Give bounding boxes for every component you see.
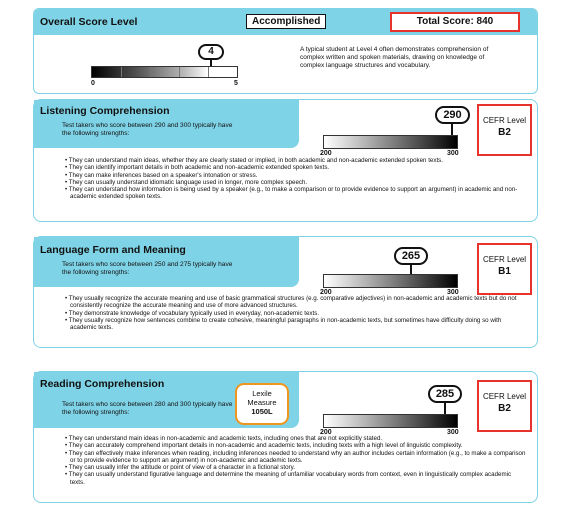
overall-description: A typical student at Level 4 often demonstrates comprehension of complex written and spoken materials, drawing on knowledge of complex language structures and vocabulary.: [300, 46, 489, 69]
score-pointer: [410, 265, 412, 274]
section-intro: Test takers who score between 290 and 300 typically have the following strengths:: [62, 122, 233, 137]
score-bubble: 290: [435, 106, 470, 124]
section-title: Reading Comprehension: [40, 378, 165, 390]
overall-title: Overall Score Level: [40, 16, 138, 28]
section-reading: [33, 371, 538, 503]
cefr-box: [477, 104, 532, 156]
list-item: • They can accurately comprehend important details in non-academic and academic texts, including texts with a high level of linguistic complexity.: [64, 442, 526, 449]
cefr-label: CEFR Level: [482, 116, 527, 125]
scale-min: 200: [320, 429, 332, 436]
overall-scale-min: 0: [91, 80, 95, 87]
list-item: • They can usually understand figurative language and determine the meaning of unfamiliar vocabulary words from context, even in linguistically complex academic texts.: [64, 471, 526, 486]
list-item: • They usually recognize the accurate meaning and use of basic grammatical structures (e.g. comparative adjectives) in non-academic and academic texts but do not consistently recognize the accurate meaning and use of more advanced structures.: [64, 295, 526, 310]
overall-level-scale: [91, 66, 238, 78]
score-bubble: 265: [394, 247, 428, 265]
section-intro: Test takers who score between 250 and 275 typically have the following strengths:: [62, 261, 233, 276]
section-title: Language Form and Meaning: [40, 244, 186, 256]
list-item: • They can effectively make inferences when reading, including inferences needed to understand why an author includes certain information (e.g., to make a comparison or to provide evidence to support an argument) in non-academic and academic texts.: [64, 450, 526, 465]
score-pointer: [451, 124, 453, 135]
list-item: • They demonstrate knowledge of vocabulary typically used in everyday, non-academic texts.: [64, 310, 526, 317]
scale-max: 300: [447, 289, 459, 296]
lexile-box: [235, 383, 289, 425]
level-badge: Accomplished: [246, 14, 326, 29]
cefr-box: [477, 243, 532, 295]
scale-max: 300: [447, 150, 459, 157]
lexile-value: 1050L: [251, 407, 273, 416]
list-item: • They usually recognize how sentences combine to create cohesive, meaningful paragraphs in non-academic texts, but sometimes have difficulty doing so with academic texts.: [64, 317, 526, 332]
section-language-form: [33, 236, 538, 348]
scale-max: 300: [447, 429, 459, 436]
list-item: • They can understand how information is being used by a speaker (e.g., to make a comparison or to provide evidence to support an argument) in academic and non-academic extended spoken texts.: [64, 186, 526, 201]
score-scale: [323, 414, 458, 428]
strengths-list: [64, 435, 526, 486]
overall-score-panel: [33, 8, 538, 94]
list-item: • They can usually infer the attitude or point of view of a character in a fictional story.: [64, 464, 526, 471]
list-item: • They can make inferences based on a speaker's intonation or stress.: [64, 172, 526, 179]
strengths-list: [64, 157, 526, 201]
cefr-value: B2: [498, 127, 511, 138]
section-listening: [33, 99, 538, 222]
cefr-label: CEFR Level: [482, 255, 527, 264]
score-bubble: 285: [428, 385, 462, 403]
total-score-box: Total Score: 840: [390, 12, 520, 32]
scale-min: 200: [320, 289, 332, 296]
overall-level-bubble: 4: [198, 44, 224, 60]
cefr-value: B2: [498, 403, 511, 414]
section-title: Listening Comprehension: [40, 105, 170, 117]
cefr-label: CEFR Level: [482, 392, 527, 401]
list-item: • They can identify important details in both academic and non-academic extended spoken texts.: [64, 164, 526, 171]
score-scale: [323, 135, 458, 149]
strengths-list: [64, 295, 526, 331]
cefr-box: [477, 380, 532, 432]
lexile-label: Lexile Measure: [247, 389, 277, 407]
scale-min: 200: [320, 150, 332, 157]
list-item: • They can usually understand idiomatic language used in longer, more complex speech.: [64, 179, 526, 186]
overall-scale-max: 5: [234, 80, 238, 87]
list-item: • They can understand main ideas in non-academic and academic texts, including ones that are not explicitly stated.: [64, 435, 526, 442]
score-pointer: [444, 403, 446, 414]
cefr-value: B1: [498, 266, 511, 277]
section-intro: Test takers who score between 280 and 300 typically have the following strengths:: [62, 401, 233, 416]
list-item: • They can understand main ideas, whether they are clearly stated or implied, in both academic and non-academic extended spoken texts.: [64, 157, 526, 164]
score-scale: [323, 274, 458, 288]
